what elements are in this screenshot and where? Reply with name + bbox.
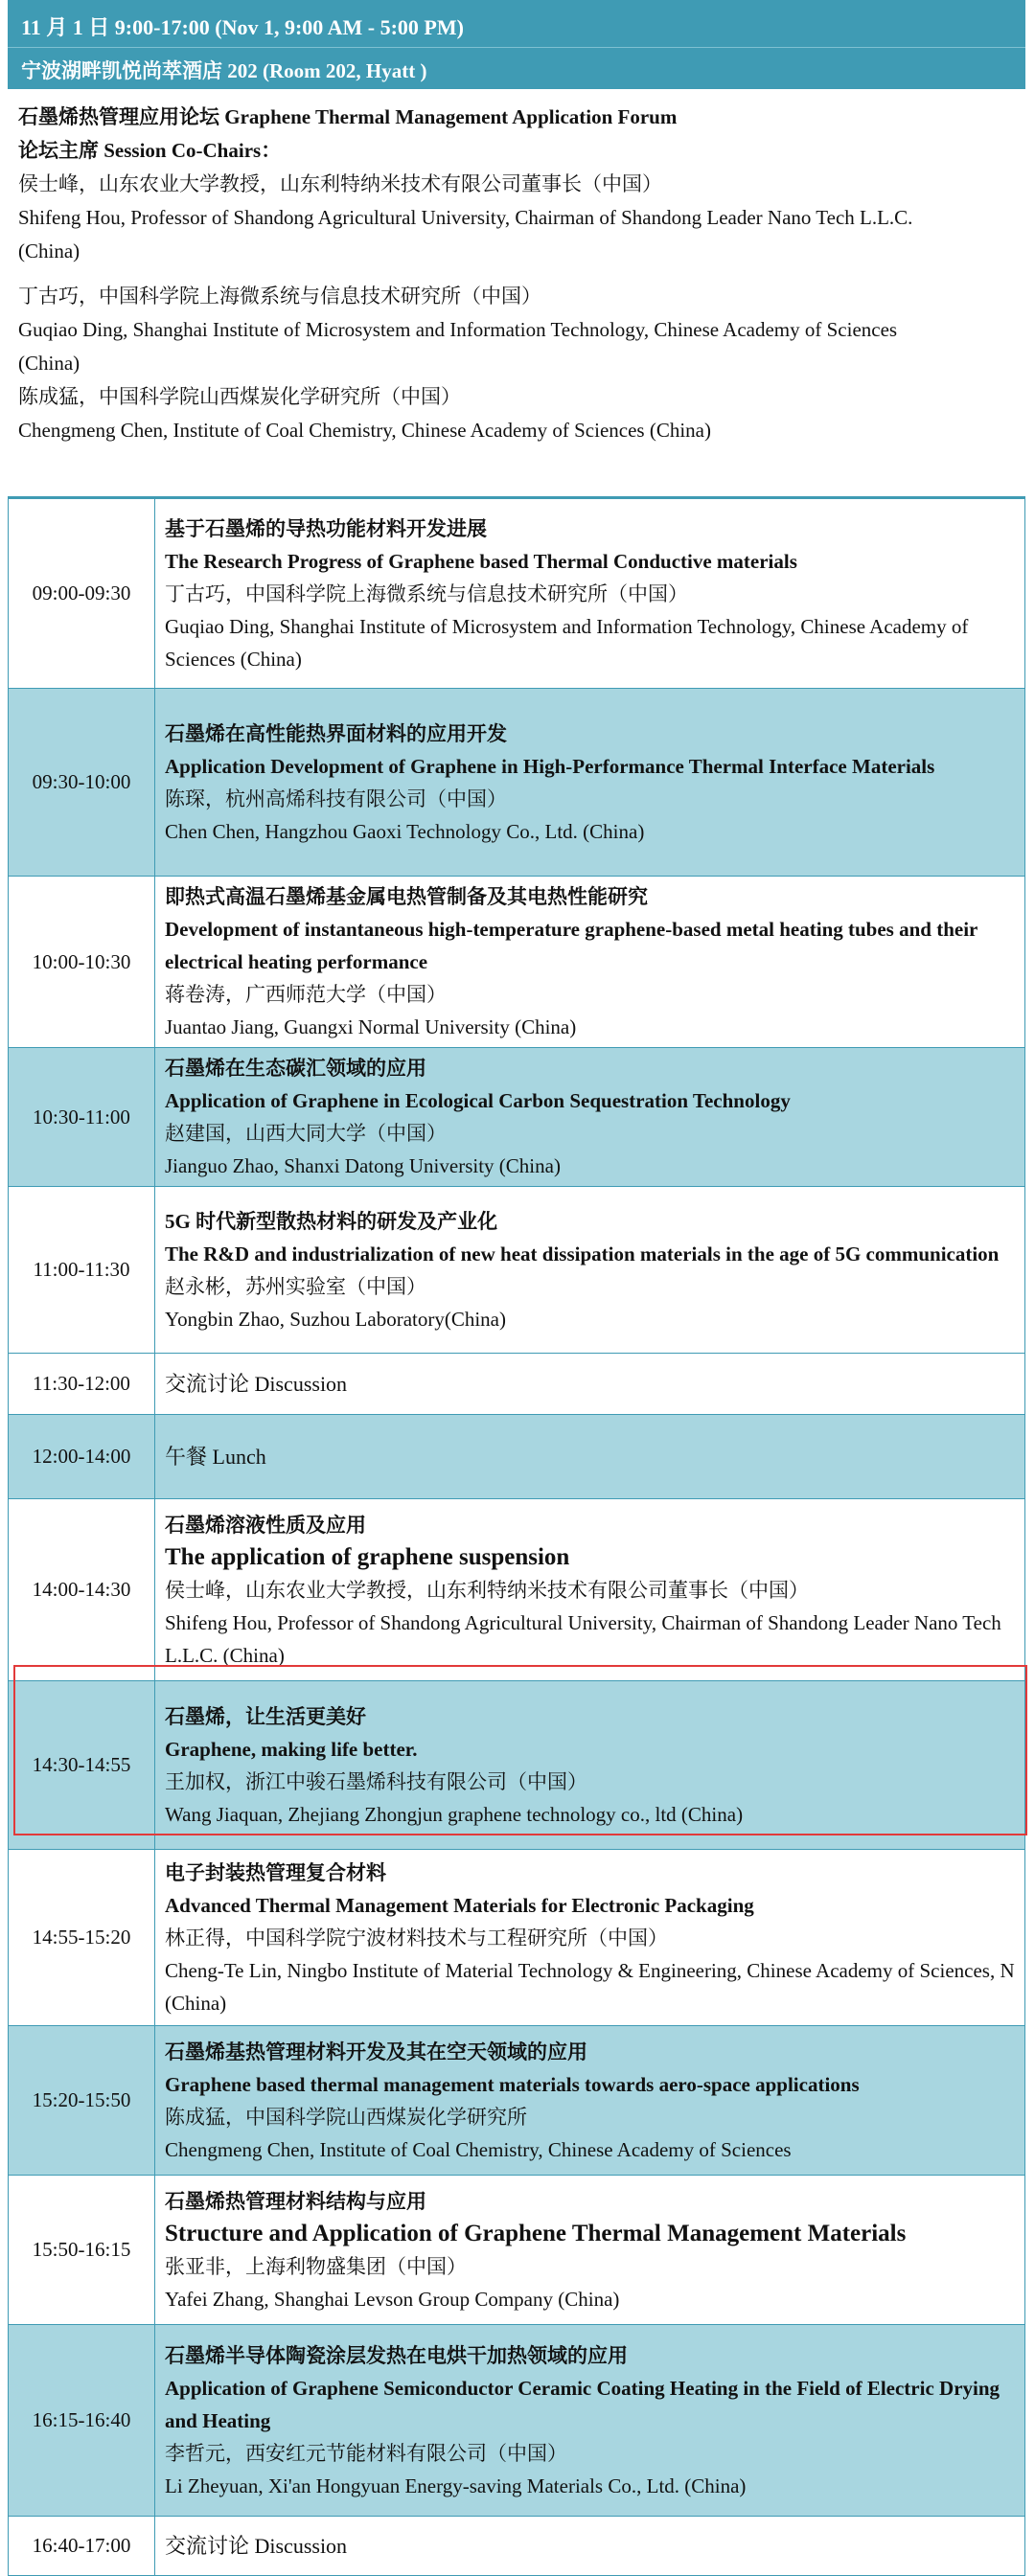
speaker-cn: 侯士峰，山东农业大学教授，山东利特纳米技术有限公司董事长（中国） [165,1578,809,1602]
speaker-cn: 陈成猛，中国科学院山西煤炭化学研究所 [165,2105,527,2129]
session-en-title: Application Development of Graphene in High-Performance Thermal Interface Materials [165,754,935,778]
session-content [155,1048,1025,1187]
session-en-title: Structure and Application of Graphene Thermal Management Materials [165,2220,907,2246]
session-row [9,877,1025,1048]
session-row [9,1415,1025,1499]
session-row [9,1681,1025,1850]
chair-en: Guqiao Ding, Shanghai Institute of Microsystem and Information Technology, Chinese Academy of Sciences [18,318,898,341]
session-row [9,2517,1025,2576]
speaker-en: Jianguo Zhao, Shanxi Datong University (China) [165,1154,561,1177]
session-time: 14:30-14:55 [9,1681,155,1850]
session-content [155,1354,1025,1415]
speaker-cn: 王加权，浙江中骏石墨烯科技有限公司（中国） [165,1769,587,1793]
forum-title: 石墨烯热管理应用论坛 Graphene Thermal Management Application Forum [18,105,678,128]
session-row [9,1499,1025,1681]
session-content [155,2517,1025,2576]
session-time: 09:00-09:30 [9,499,155,689]
session-row [9,2026,1025,2176]
speaker-en: Chengmeng Chen, Institute of Coal Chemistry, Chinese Academy of Sciences [165,2137,792,2161]
speaker-cn: 赵永彬，苏州实验室（中国） [165,1274,426,1298]
lunch-label: 午餐 Lunch [165,1444,266,1469]
session-content [155,2176,1025,2325]
session-en-title: Advanced Thermal Management Materials for Electronic Packaging [165,1893,754,1917]
session-row [9,1048,1025,1187]
session-time: 10:30-11:00 [9,1048,155,1187]
session-row [9,1354,1025,1415]
session-cn-title: 石墨烯在生态碳汇领域的应用 [165,1057,426,1080]
session-time: 15:20-15:50 [9,2026,155,2176]
session-content [155,1681,1025,1850]
chair-en: Chengmeng Chen, Institute of Coal Chemistry, Chinese Academy of Sciences (China) [18,419,711,442]
session-row [9,1850,1025,2026]
speaker-cn: 蒋卷涛，广西师范大学（中国） [165,983,447,1006]
session-time: 14:00-14:30 [9,1499,155,1681]
session-cn-title: 石墨烯半导体陶瓷涂层发热在电烘干加热领域的应用 [165,2343,628,2367]
speaker-en: Shifeng Hou, Professor of Shandong Agricultural University, Chairman of Shandong Leader Nano Tech L.L.C. (China) [165,1610,1001,1667]
session-en-title: Graphene, making life better. [165,1737,418,1761]
speaker-en: Juantao Jiang, Guangxi Normal University (China) [165,1015,577,1038]
session-content [155,1499,1025,1681]
speaker-en: Cheng-Te Lin, Ningbo Institute of Material Technology & Engineering, Chinese Academy of Sciences, N (China) [165,1958,1015,2015]
chair-cn: 侯士峰，山东农业大学教授，山东利特纳米技术有限公司董事长（中国） [18,172,662,195]
session-content [155,2325,1025,2517]
speaker-en: Yongbin Zhao, Suzhou Laboratory(China) [165,1307,506,1331]
forum-info [8,89,1025,498]
session-en-title: Application of Graphene in Ecological Carbon Sequestration Technology [165,1089,791,1112]
chair-cn: 丁古巧，中国科学院上海微系统与信息技术研究所（中国） [18,285,541,308]
schedule-table [8,498,1025,2576]
session-en-title: The Research Progress of Graphene based Thermal Conductive materials [165,549,797,573]
session-time: 11:00-11:30 [9,1187,155,1354]
session-en-title: Development of instantaneous high-temperature graphene-based metal heating tubes and their electrical heating performance [165,918,978,973]
chair-en: Shifeng Hou, Professor of Shandong Agricultural University, Chairman of Shandong Leader Nano Tech L.L.C. [18,206,913,229]
speaker-cn: 李哲元，西安红元节能材料有限公司（中国） [165,2441,567,2465]
discussion-label: 交流讨论 Discussion [165,1371,348,1396]
session-row [9,689,1025,877]
chair-cn: 陈成猛，中国科学院山西煤炭化学研究所（中国） [18,385,461,408]
session-row [9,499,1025,689]
session-time: 15:50-16:15 [9,2176,155,2325]
session-time: 12:00-14:00 [9,1415,155,1499]
session-time: 11:30-12:00 [9,1354,155,1415]
session-content [155,499,1025,689]
date-header: 11 月 1 日 9:00-17:00 (Nov 1, 9:00 AM - 5:00 PM) [8,0,1025,48]
session-cn-title: 石墨烯在高性能热界面材料的应用开发 [165,721,507,745]
session-time: 16:40-17:00 [9,2517,155,2576]
speaker-en: Wang Jiaquan, Zhejiang Zhongjun graphene technology co., ltd (China) [165,1802,744,1826]
session-cn-title: 基于石墨烯的导热功能材料开发进展 [165,516,487,540]
session-en-title: Graphene based thermal management materials towards aero-space applications [165,2072,860,2096]
session-time: 14:55-15:20 [9,1850,155,2026]
session-time: 10:00-10:30 [9,877,155,1048]
session-cn-title: 石墨烯，让生活更美好 [165,1704,366,1728]
session-cn-title: 5G 时代新型散热材料的研发及产业化 [165,1209,498,1233]
speaker-en: Chen Chen, Hangzhou Gaoxi Technology Co., Ltd. (China) [165,819,645,843]
speaker-cn: 张亚非，上海利物盛集团（中国） [165,2254,467,2278]
session-cn-title: 石墨烯溶液性质及应用 [165,1513,366,1537]
speaker-en: Yafei Zhang, Shanghai Levson Group Company (China) [165,2287,620,2311]
session-cn-title: 电子封装热管理复合材料 [165,1860,386,1884]
discussion-label: 交流讨论 Discussion [165,2533,348,2558]
session-cn-title: 石墨烯热管理材料结构与应用 [165,2189,426,2213]
chair-en-cont: (China) [18,352,80,375]
session-content [155,2026,1025,2176]
session-content [155,1850,1025,2026]
session-content [155,1187,1025,1354]
speaker-cn: 丁古巧，中国科学院上海微系统与信息技术研究所（中国） [165,581,688,605]
speaker-cn: 陈琛，杭州高烯科技有限公司（中国） [165,786,507,810]
session-en-title: The application of graphene suspension [165,1543,570,1570]
session-en-title: The R&D and industrialization of new heat dissipation materials in the age of 5G communication [165,1242,1000,1265]
cochairs-label: 论坛主席 Session Co-Chairs： [18,139,282,162]
chair-en-cont: (China) [18,239,80,262]
session-content [155,1415,1025,1499]
session-time: 09:30-10:00 [9,689,155,877]
speaker-en: Guqiao Ding, Shanghai Institute of Microsystem and Information Technology, Chinese Academy of Sciences (China) [165,614,969,671]
session-en-title: Application of Graphene Semiconductor Ceramic Coating Heating in the Field of Electric Drying and Heating [165,2376,1000,2432]
session-cn-title: 即热式高温石墨烯基金属电热管制备及其电热性能研究 [165,885,648,908]
speaker-cn: 林正得，中国科学院宁波材料技术与工程研究所（中国） [165,1926,668,1949]
session-row [9,1187,1025,1354]
venue-header: 宁波湖畔凯悦尚萃酒店 202 (Room 202, Hyatt ) [8,48,1025,89]
session-cn-title: 石墨烯基热管理材料开发及其在空天领域的应用 [165,2040,587,2063]
session-time: 16:15-16:40 [9,2325,155,2517]
speaker-en: Li Zheyuan, Xi'an Hongyuan Energy-saving Materials Co., Ltd. (China) [165,2473,747,2497]
speaker-cn: 赵建国，山西大同大学（中国） [165,1122,447,1145]
session-content [155,877,1025,1048]
session-row [9,2176,1025,2325]
session-content [155,689,1025,877]
session-row [9,2325,1025,2517]
